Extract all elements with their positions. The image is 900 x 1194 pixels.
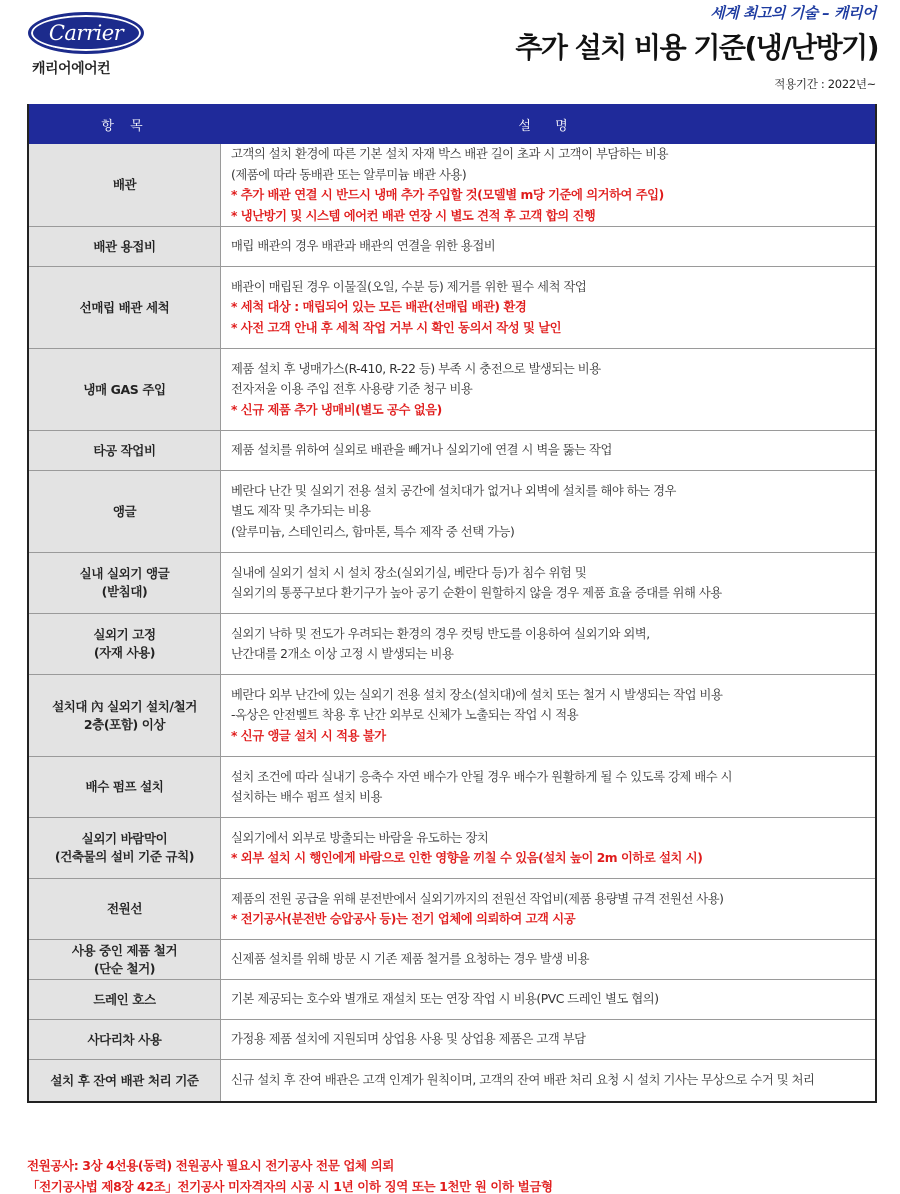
table-row (29, 430, 875, 470)
row-item-cell (29, 818, 221, 878)
description-line: (알루미늄, 스테인리스, 함마톤, 특수 제작 중 선택 가능) (231, 524, 515, 539)
description-line: (제품에 따라 동배관 또는 알루미늄 배관 사용) (231, 167, 467, 182)
description-line: 제품 설치를 위하여 실외로 배관을 빼거나 실외기에 연결 시 벽을 뚫는 작업 (231, 443, 612, 458)
description-line: 신제품 설치를 위해 방문 시 기존 제품 철거를 요청하는 경우 발생 비용 (231, 952, 590, 967)
row-description-cell (221, 431, 875, 470)
row-description-cell (221, 471, 875, 552)
description-line: 설치하는 배수 펌프 설치 비용 (231, 790, 382, 804)
description-line: 전자저울 이용 주입 전후 사용량 기준 청구 비용 (231, 382, 473, 397)
row-item-label: (자재 사용) (93, 645, 156, 660)
row-item-cell (29, 1020, 221, 1059)
table-row (29, 613, 875, 674)
column-header-item: 항 목 (101, 118, 149, 134)
description-note-line: * 사전 고객 안내 후 세척 작업 거부 시 확인 동의서 작성 및 날인 (231, 320, 562, 335)
row-description-cell (221, 553, 875, 613)
row-item-label: 선매립 배관 세척 (79, 299, 170, 315)
footer-note-power-work: 전원공사: 3상 4선용(동력) 전원공사 필요시 전기공사 전문 업체 의뢰 (27, 1158, 394, 1173)
description-line: 제품의 전원 공급을 위해 분전반에서 실외기까지의 전원선 작업비(제품 용량별 규격 전원선 사용) (231, 891, 724, 906)
description-note-line: * 추가 배관 연결 시 반드시 냉매 추가 주입할 것(모델별 m당 기준에 의거하여 주입) (231, 188, 664, 202)
description-note-line: * 냉난방기 및 시스템 에어컨 배관 연장 시 별도 견적 후 고객 합의 진행 (231, 208, 596, 223)
row-item-label: 사다리차 사용 (87, 1031, 162, 1047)
row-item-label: 2층(포함) 이상 (83, 716, 166, 732)
description-note-line: * 신규 제품 추가 냉매비(별도 공수 없음) (231, 402, 442, 417)
description-note-line: * 신규 앵글 설치 시 적용 불가 (231, 728, 386, 743)
description-line: 베란다 외부 난간에 있는 실외기 전용 설치 장소(설치대)에 설치 또는 철거 시 발생되는 작업 비용 (231, 687, 723, 702)
row-item-cell (29, 980, 221, 1019)
table-row (29, 939, 875, 979)
description-line: 별도 제작 및 추가되는 비용 (231, 504, 371, 519)
row-item-label: 실외기 바람막이 (81, 831, 168, 846)
row-item-cell (29, 144, 221, 226)
table-row (29, 1019, 875, 1059)
row-item-label: 실외기 고정 (93, 627, 156, 642)
description-line: 실외기의 통풍구보다 환기구가 높아 공기 순환이 원할하지 않을 경우 제품 효율 증대를 위해 사용 (231, 586, 722, 600)
row-item-label: 앵글 (112, 503, 137, 519)
row-item-label: 배수 펌프 설치 (85, 779, 164, 794)
description-note-line: * 전기공사(분전반 승압공사 등)는 전기 업체에 의뢰하여 고객 시공 (231, 912, 576, 926)
row-description-cell (221, 1020, 875, 1059)
row-description-cell (221, 349, 875, 430)
row-item-label: 설치 후 잔여 배관 처리 기준 (50, 1072, 199, 1088)
row-item-label: 배관 (112, 177, 137, 192)
row-description-cell (221, 879, 875, 939)
description-line: 실외기에서 외부로 방출되는 바람을 유도하는 장치 (231, 830, 489, 845)
row-item-cell (29, 940, 221, 979)
row-item-label: (건축물의 설비 기준 규칙) (54, 849, 195, 864)
table-row (29, 552, 875, 613)
row-item-label: 전원선 (106, 901, 143, 916)
row-description-cell (221, 757, 875, 817)
table-header (29, 104, 875, 144)
table-row (29, 470, 875, 552)
table-row (29, 979, 875, 1019)
table-row (29, 226, 875, 266)
description-line: 설치 조건에 따라 실내기 응축수 자연 배수가 안될 경우 배수가 원활하게 될 수 있도록 강제 배수 시 (231, 769, 733, 784)
row-item-cell (29, 349, 221, 430)
row-description-cell (221, 227, 875, 266)
row-item-label: 설치대 內 실외기 설치/철거 (52, 698, 197, 714)
description-line: 제품 설치 후 냉매가스(R-410, R-22 등) 부족 시 충전으로 발생되는 비용 (231, 361, 601, 376)
table-row (29, 878, 875, 939)
description-line: 가정용 제품 설치에 지원되며 상업용 사용 및 상업용 제품은 고객 부담 (231, 1032, 586, 1047)
row-item-label: (받침대) (101, 584, 148, 599)
footer-note-electrical-law: 「전기공사법 제8장 42조」전기공사 미자격자의 시공 시 1년 이하 징역 또는 1천만 원 이하 벌금형 (27, 1179, 553, 1194)
row-item-cell (29, 471, 221, 552)
row-description-cell (221, 1060, 875, 1101)
tagline: 세계 최고의 기술 – 캐리어 (710, 4, 876, 22)
description-note-line: * 외부 설치 시 행인에게 바람으로 인한 영향을 끼칠 수 있음(설치 높이 2m 이하로 설치 시) (231, 851, 703, 865)
description-line: 기본 제공되는 호수와 별개로 재설치 또는 연장 작업 시 비용(PVC 드레인 별도 협의) (231, 992, 659, 1007)
row-description-cell (221, 818, 875, 878)
table-row (29, 348, 875, 430)
column-header-description: 설 명 (518, 118, 578, 134)
description-line: 실내에 실외기 설치 시 설치 장소(실외기실, 베란다 등)가 침수 위험 및 (231, 565, 587, 580)
row-description-cell (221, 675, 875, 756)
table-row (29, 266, 875, 348)
row-description-cell (221, 940, 875, 979)
row-item-cell (29, 267, 221, 348)
description-note-line: * 세척 대상 : 매립되어 있는 모든 배관(선매립 배관) 환경 (231, 300, 527, 315)
apply-period: 적용기간 : 2022년~ (774, 77, 876, 91)
table-row (29, 756, 875, 817)
table-row (29, 1059, 875, 1101)
table-row (29, 817, 875, 878)
row-description-cell (221, 980, 875, 1019)
cost-table (27, 104, 877, 1103)
row-item-label: 배관 용접비 (93, 238, 156, 254)
table-row (29, 144, 875, 226)
description-line: -옥상은 안전벨트 착용 후 난간 외부로 신체가 노출되는 작업 시 적용 (231, 708, 579, 723)
table-body (29, 144, 875, 1101)
row-item-label: 냉매 GAS 주입 (83, 381, 166, 397)
row-item-cell (29, 1060, 221, 1101)
row-description-cell (221, 614, 875, 674)
row-item-label: (단순 철거) (93, 960, 156, 976)
row-description-cell (221, 144, 875, 226)
logo-subtitle: 캐리어에어컨 (32, 61, 111, 77)
row-description-cell (221, 267, 875, 348)
row-item-cell (29, 675, 221, 756)
footer-notes (27, 1155, 553, 1194)
row-item-label: 사용 중인 제품 철거 (71, 942, 178, 958)
logo-text: Carrier (48, 21, 124, 45)
description-line: 배관이 매립된 경우 이물질(오일, 수분 등) 제거를 위한 필수 세척 작업 (231, 279, 587, 294)
description-line: 베란다 난간 및 실외기 전용 설치 공간에 설치대가 없거나 외벽에 설치를 해야 하는 경우 (231, 483, 676, 498)
carrier-logo-emblem (28, 12, 144, 54)
row-item-cell (29, 431, 221, 470)
row-item-label: 타공 작업비 (93, 442, 156, 458)
row-item-cell (29, 614, 221, 674)
description-line: 매립 배관의 경우 배관과 배관의 연결을 위한 용접비 (231, 239, 496, 254)
table-row (29, 674, 875, 756)
description-line: 실외기 낙하 및 전도가 우려되는 환경의 경우 컷팅 반도를 이용하여 실외기와 외벽, (231, 626, 650, 641)
row-item-cell (29, 553, 221, 613)
description-line: 고객의 설치 환경에 따른 기본 설치 자재 박스 배관 길이 초과 시 고객이 부담하는 비용 (231, 147, 669, 161)
row-item-label: 드레인 호스 (93, 991, 156, 1007)
row-item-cell (29, 227, 221, 266)
row-item-label: 실내 실외기 앵글 (79, 566, 170, 581)
description-line: 난간대를 2개소 이상 고정 시 발생되는 비용 (231, 647, 454, 661)
row-item-cell (29, 757, 221, 817)
row-item-cell (29, 879, 221, 939)
description-line: 신규 설치 후 잔여 배관은 고객 인계가 원칙이며, 고객의 잔여 배관 처리 요청 시 설치 기사는 무상으로 수거 및 처리 (231, 1073, 815, 1088)
brand-logo (28, 12, 158, 78)
page-title: 추가 설치 비용 기준(냉/난방기) (515, 31, 878, 64)
